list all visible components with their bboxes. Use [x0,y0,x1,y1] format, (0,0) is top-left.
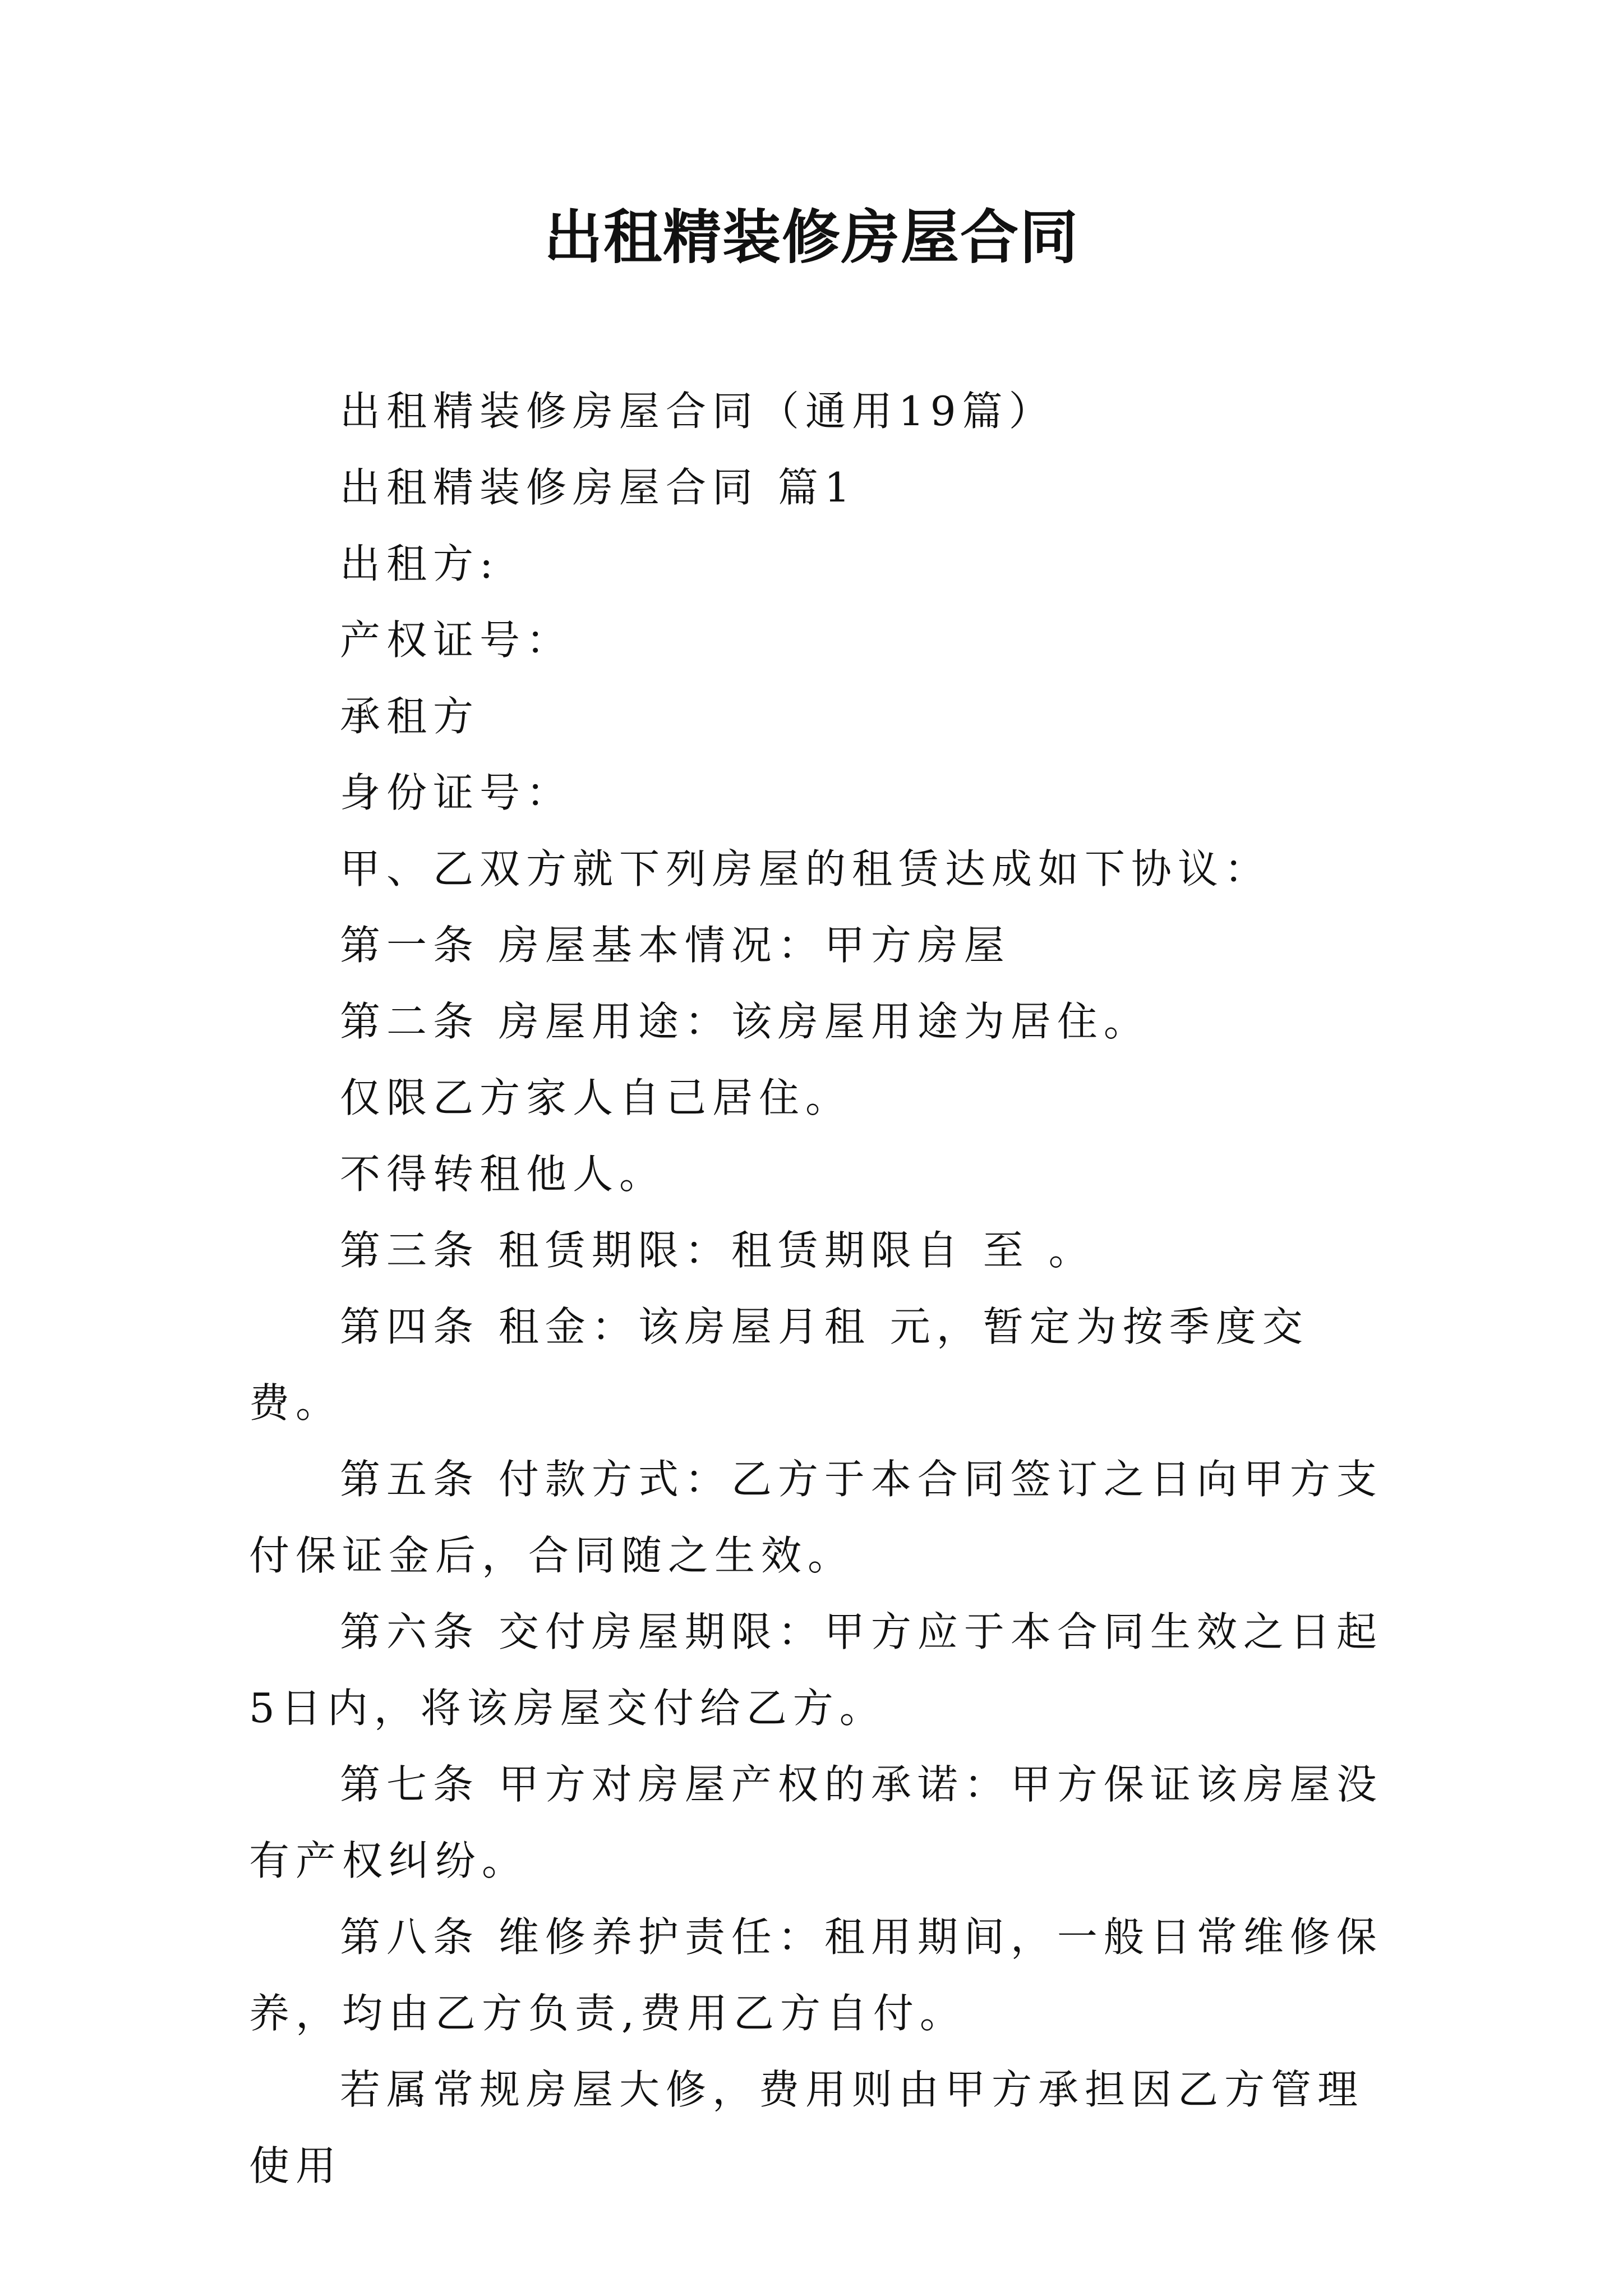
paragraph: 第七条 甲方对房屋产权的承诺：甲方保证该房屋没有产权纠纷。 [249,1761,1383,1884]
document-body [249,373,1393,2204]
paragraph: 第一条 房屋基本情况：甲方房屋 [340,922,1011,969]
paragraph: 出租方: [340,540,500,587]
paragraph: 第五条 付款方式：乙方于本合同签订之日向甲方支付保证金后，合同随之生效。 [249,1456,1383,1579]
paragraph: 第八条 维修养护责任：租用期间，一般日常维修保养，均由乙方负责,费用乙方自付。 [249,1913,1383,2037]
paragraph: 第六条 交付房屋期限：甲方应于本合同生效之日起5日内，将该房屋交付给乙方。 [249,1608,1383,1732]
paragraph: 第三条 租赁期限：租赁期限自 至 。 [340,1227,1095,1274]
paragraph: 甲、乙双方就下列房屋的租赁达成如下协议： [340,845,1271,892]
document-title: 出租精装修房屋合同 [543,203,1079,272]
paragraph: 身份证号： [340,769,573,816]
paragraph: 第四条 租金：该房屋月租 元，暂定为按季度交费。 [249,1303,1309,1427]
paragraph: 产权证号： [340,616,573,664]
paragraph: 第二条 房屋用途：该房屋用途为居住。 [340,998,1150,1045]
paragraph: 承租方 [340,693,480,740]
paragraph: 仅限乙方家人自己居住。 [340,1074,852,1121]
paragraph: 若属常规房屋大修，费用则由甲方承担因乙方管理使用 [249,2066,1364,2189]
paragraph: 出租精装修房屋合同（通用19篇） [340,388,1055,435]
paragraph: 出租精装修房屋合同 篇1 [340,464,856,511]
paragraph: 不得转租他人。 [340,1151,666,1198]
